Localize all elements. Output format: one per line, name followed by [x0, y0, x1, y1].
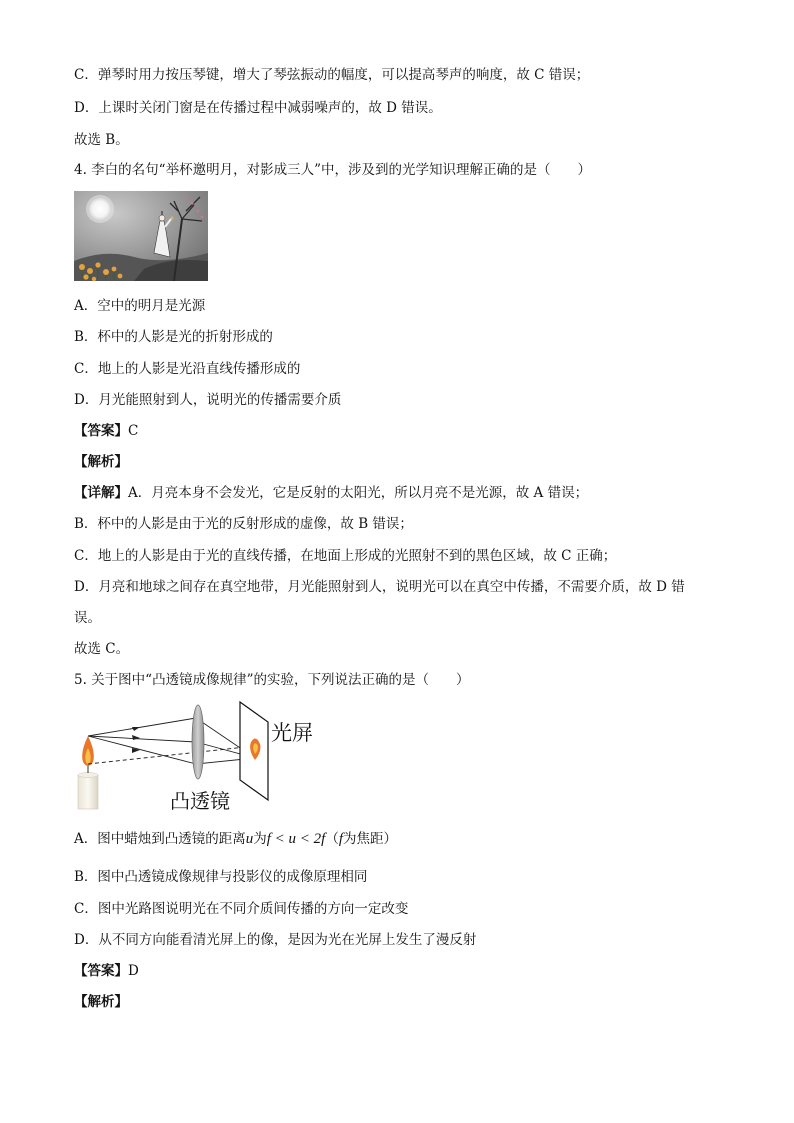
- q4-choice: 故选 C。: [74, 641, 130, 657]
- screen-label: 光屏: [271, 721, 313, 745]
- q4-detail-d-line1: D．月亮和地球之间存在真空地带，月光能照射到人，说明光可以在真空中传播，不需要介质，故 D 错: [74, 579, 685, 595]
- option-a-prefix: A．图中蜡烛到凸透镜的距离: [74, 831, 246, 847]
- prev-choice: 故选 B。: [74, 132, 129, 148]
- detail-tag: 【详解】: [74, 485, 128, 501]
- moon-poet-illustration: [74, 191, 208, 281]
- q4-stem: 4. 李白的名句“举杯邀明月，对影成三人”中，涉及到的光学知识理解正确的是（ ）: [74, 162, 591, 178]
- answer-tag: 【答案】: [74, 963, 128, 979]
- q5-option-a: [74, 830, 397, 848]
- prev-explanation-c: C．弹琴时用力按压琴键，增大了琴弦振动的幅度，可以提高琴声的响度，故 C 错误；: [74, 67, 590, 83]
- q4-option-b: B．杯中的人影是光的折射形成的: [74, 329, 273, 345]
- option-a-f: f: [338, 831, 344, 847]
- q4-answer: [74, 422, 138, 440]
- option-a-inequality: f < u < 2f: [266, 831, 326, 847]
- prev-explanation-d: D．上课时关闭门窗是在传播过程中减弱噪声的，故 D 错误。: [74, 100, 442, 116]
- q4-option-c: C．地上的人影是光沿直线传播形成的: [74, 361, 301, 377]
- option-a-u: u: [245, 831, 254, 847]
- answer-value: C: [128, 423, 139, 439]
- answer-tag: 【答案】: [74, 423, 128, 439]
- option-a-paren: （: [325, 831, 339, 847]
- detail-a-text: A．月亮本身不会发光，它是反射的太阳光，所以月亮不是光源，故 A 错误；: [128, 485, 589, 501]
- q5-option-b: B．图中凸透镜成像规律与投影仪的成像原理相同: [74, 869, 368, 885]
- q4-detail-b: B．杯中的人影是由于光的反射形成的虚像，故 B 错误；: [74, 516, 413, 532]
- q4-option-a: A．空中的明月是光源: [74, 298, 206, 314]
- q5-analysis-tag: 【解析】: [74, 994, 128, 1010]
- option-a-mid: 为: [253, 831, 267, 847]
- q5-option-c: C．图中光路图说明光在不同介质间传播的方向一定改变: [74, 901, 409, 917]
- convex-lens-experiment-diagram: [74, 700, 324, 815]
- q5-answer: [74, 962, 139, 980]
- option-a-end: 为焦距）: [343, 831, 398, 847]
- q5-option-d: D．从不同方向能看清光屏上的像，是因为光在光屏上发生了漫反射: [74, 932, 477, 948]
- q4-analysis-tag: 【解析】: [74, 454, 128, 470]
- lens-label: 凸透镜: [170, 789, 230, 813]
- q4-detail-d-line2: 误。: [74, 610, 101, 626]
- q4-option-d: D．月光能照射到人，说明光的传播需要介质: [74, 392, 342, 408]
- q5-stem: 5. 关于图中“凸透镜成像规律”的实验，下列说法正确的是（ ）: [74, 672, 470, 688]
- q4-detail-a: [74, 484, 588, 502]
- q4-detail-c: C．地上的人影是由于光的直线传播，在地面上形成的光照射不到的黑色区域，故 C 正确；: [74, 548, 617, 564]
- answer-value: D: [128, 963, 139, 979]
